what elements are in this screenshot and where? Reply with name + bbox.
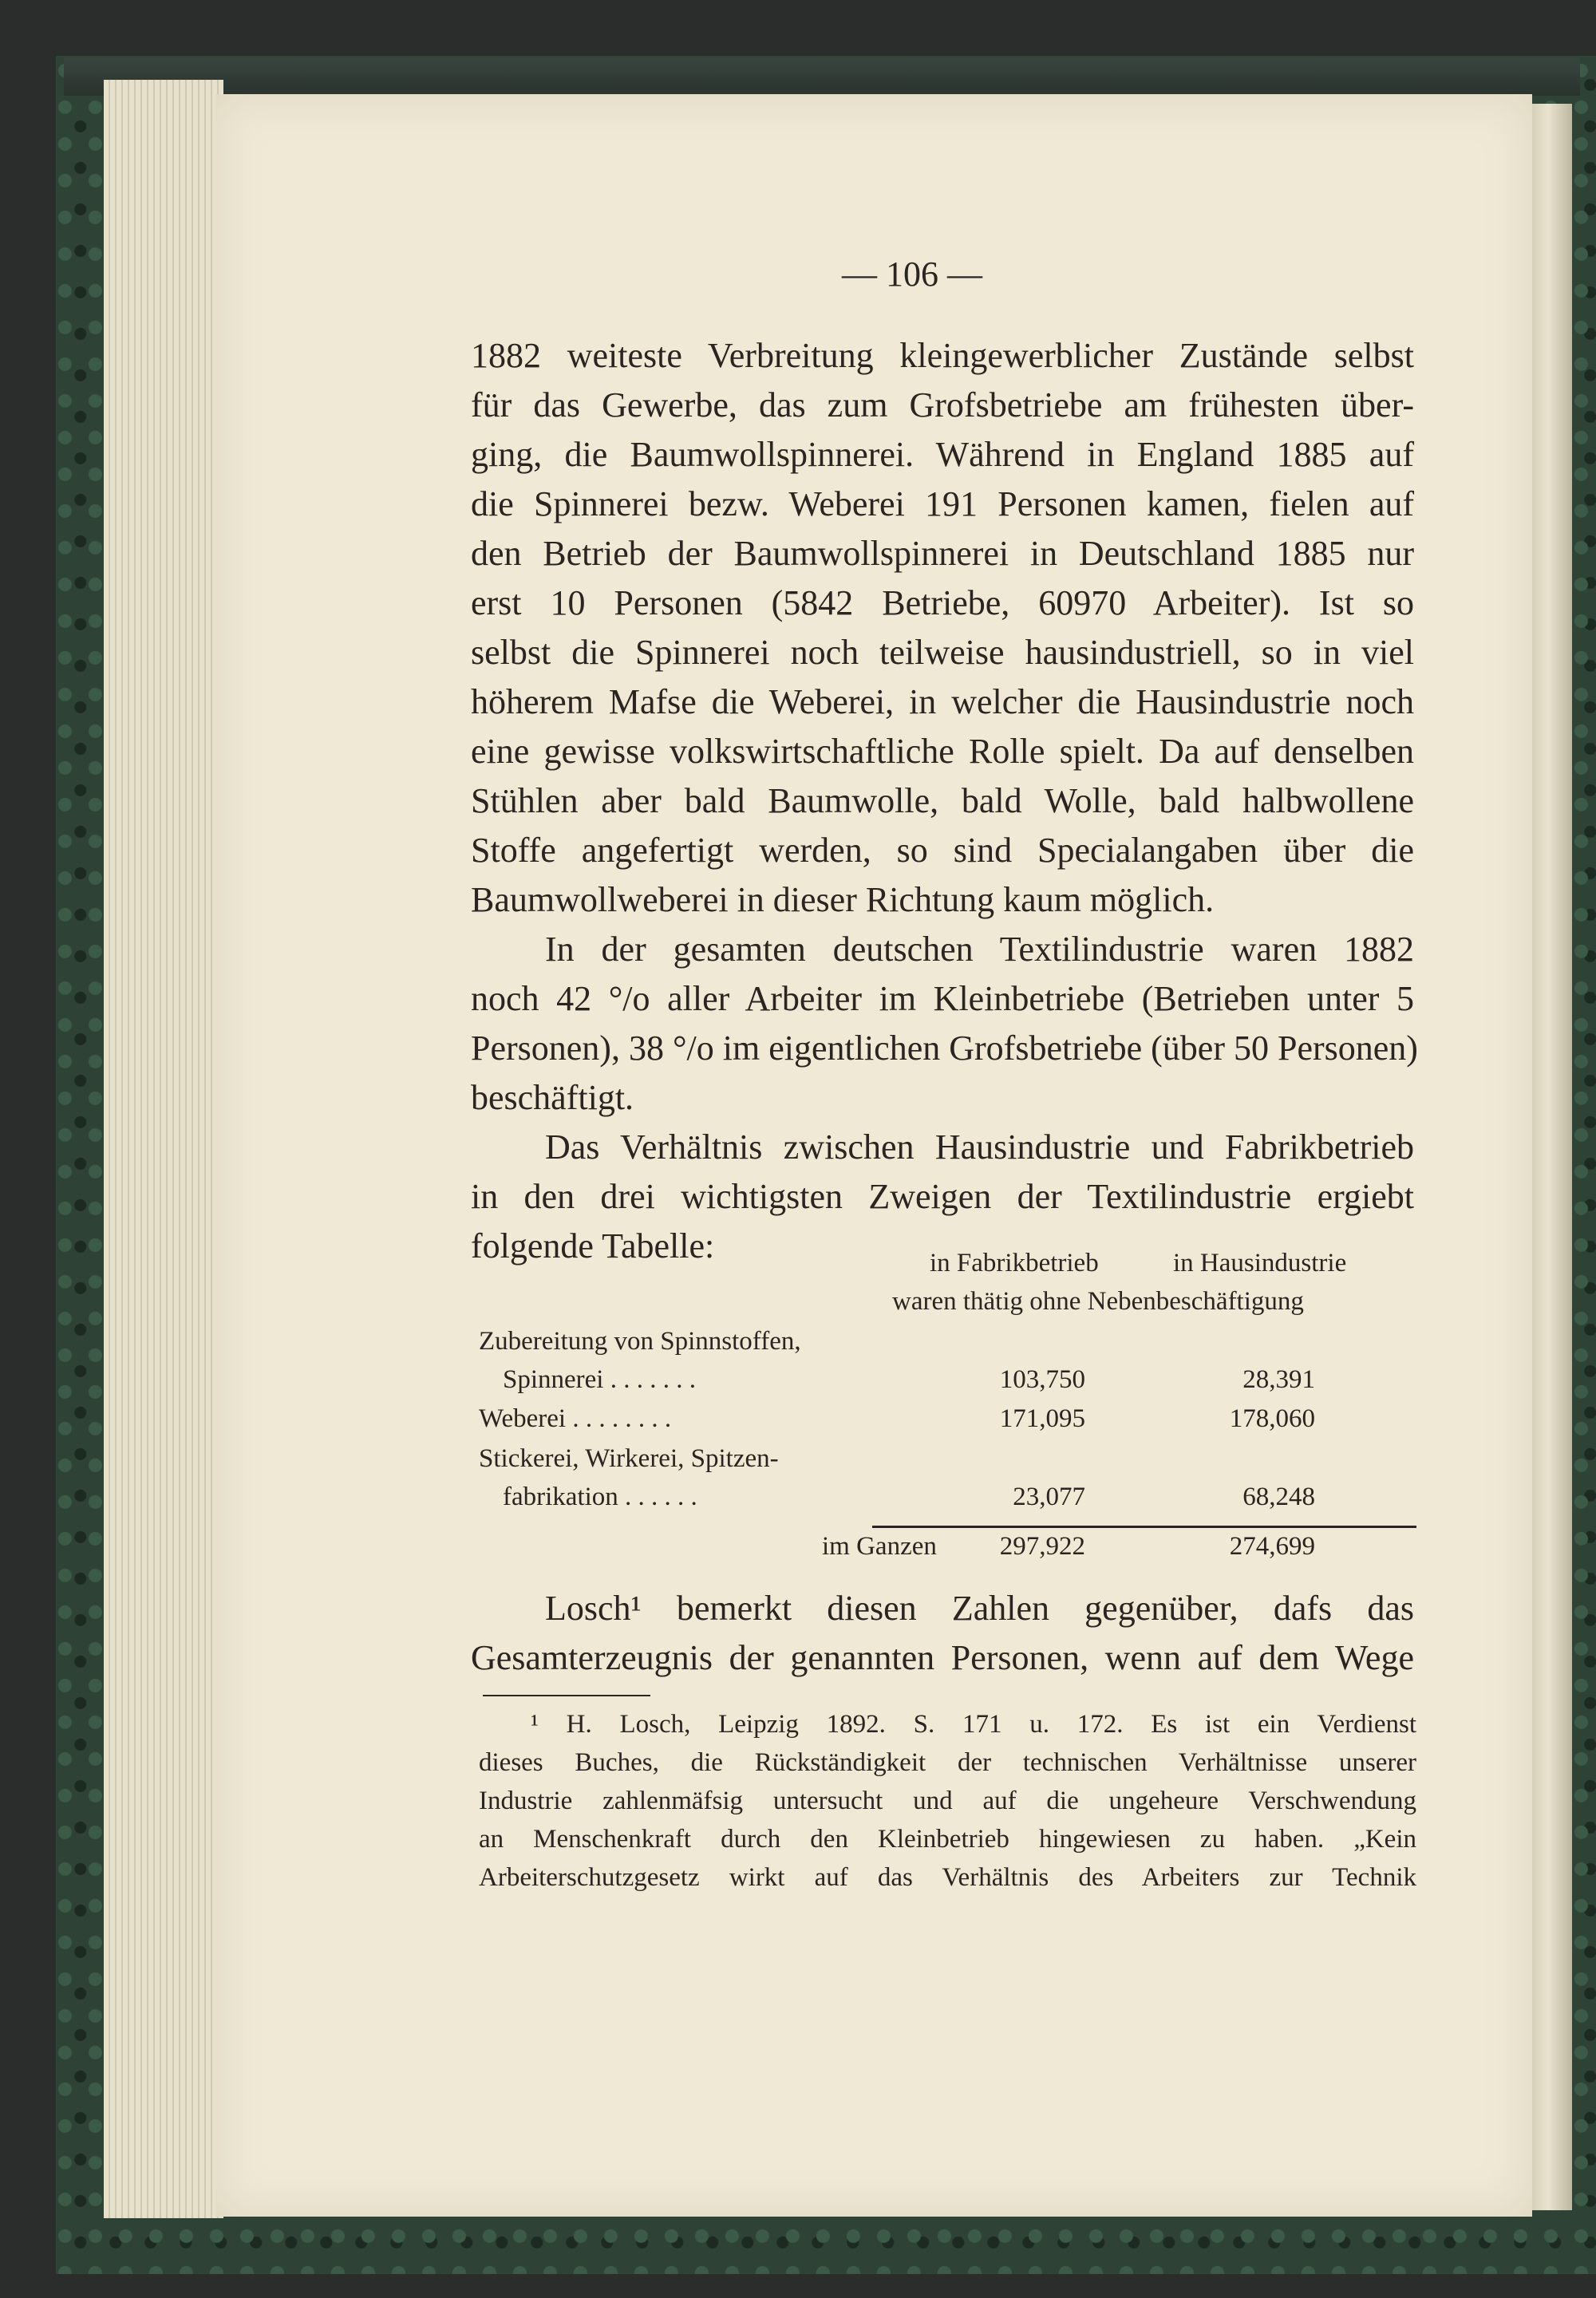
text-line: in den drei wichtigsten Zweigen der Textilindustrie ergiebt xyxy=(471,1177,1414,1216)
footnote-rule xyxy=(483,1695,650,1696)
table-group-label: Zubereitung von Spinnstoffen, xyxy=(479,1327,801,1356)
table-row-label: Spinnerei . . . . . . . xyxy=(503,1365,696,1394)
text-line: Stoffe angefertigt werden, so sind Specialangaben über die xyxy=(471,831,1414,870)
table-cell-fabrik: 103,750 xyxy=(999,1365,1085,1394)
table-cell-fabrik: 23,077 xyxy=(1013,1483,1085,1511)
table-row-label: Weberei . . . . . . . . xyxy=(479,1404,672,1433)
table-row-label: Stickerei, Wirkerei, Spitzen- xyxy=(479,1444,779,1473)
footnote-line: dieses Buches, die Rückständigkeit der technischen Verhältnisse unserer xyxy=(479,1748,1416,1777)
text-line: 1882 weiteste Verbreitung kleingewerblicher Zustände selbst xyxy=(471,336,1414,375)
page-edges xyxy=(104,80,223,2218)
page-right-edge xyxy=(1532,104,1572,2210)
footnote-line: an Menschenkraft durch den Kleinbetrieb hingewiesen zu haben. „Kein xyxy=(479,1825,1416,1854)
text-line: Stühlen aber bald Baumwolle, bald Wolle, bald halbwollene xyxy=(471,781,1414,820)
footnote-line: ¹ H. Losch, Leipzig 1892. S. 171 u. 172. Es ist ein Verdienst xyxy=(531,1710,1416,1739)
column-header-fabrik: in Fabrikbetrieb xyxy=(930,1249,1099,1277)
text-line: erst 10 Personen (5842 Betriebe, 60970 Arbeiter). Ist so xyxy=(471,583,1414,622)
footnote-line: Arbeiterschutzgesetz wirkt auf das Verhältnis des Arbeiters zur Technik xyxy=(479,1863,1416,1892)
text-line: folgende Tabelle: xyxy=(471,1226,715,1265)
table-total-haus: 274,699 xyxy=(1229,1532,1315,1561)
text-line: für das Gewerbe, das zum Grofsbetriebe am frühesten über- xyxy=(471,385,1414,424)
text-line: Das Verhältnis zwischen Hausindustrie und Fabrikbetrieb xyxy=(545,1127,1414,1167)
column-header-sub: waren thätig ohne Nebenbeschäftigung xyxy=(892,1287,1304,1316)
text-line: Personen), 38 °/o im eigentlichen Grofsbetriebe (über 50 Personen) xyxy=(471,1029,1418,1068)
table-total-fabrik: 297,922 xyxy=(999,1532,1085,1561)
column-header-haus: in Hausindustrie xyxy=(1173,1249,1347,1277)
text-line: Baumwollweberei in dieser Richtung kaum möglich. xyxy=(471,880,1215,919)
table-total-label: im Ganzen xyxy=(822,1532,937,1561)
text-line: beschäftigt. xyxy=(471,1078,634,1117)
table-cell-haus: 178,060 xyxy=(1229,1404,1315,1433)
text-line: In der gesamten deutschen Textilindustrie waren 1882 xyxy=(545,930,1414,969)
footnote-line: Industrie zahlenmäfsig untersucht und auf die ungeheure Verschwendung xyxy=(479,1787,1416,1815)
text-line: selbst die Spinnerei noch teilweise hausindustriell, so in viel xyxy=(471,633,1414,672)
table-cell-fabrik: 171,095 xyxy=(999,1404,1085,1433)
text-line: Gesamterzeugnis der genannten Personen, wenn auf dem Wege xyxy=(471,1638,1414,1677)
book-cover-top xyxy=(64,57,1580,96)
text-line: die Spinnerei bezw. Weberei 191 Personen kamen, fielen auf xyxy=(471,484,1414,523)
text-line: eine gewisse volkswirtschaftliche Rolle spielt. Da auf denselben xyxy=(471,732,1414,771)
table-total-rule xyxy=(872,1526,1416,1528)
table-cell-haus: 28,391 xyxy=(1242,1365,1315,1394)
text-line: ging, die Baumwollspinnerei. Während in England 1885 auf xyxy=(471,435,1414,474)
table-cell-haus: 68,248 xyxy=(1242,1483,1315,1511)
text-line: Losch¹ bemerkt diesen Zahlen gegenüber, dafs das xyxy=(545,1589,1414,1628)
text-line: noch 42 °/o aller Arbeiter im Kleinbetriebe (Betrieben unter 5 xyxy=(471,979,1414,1018)
text-line: höherem Mafse die Weberei, in welcher die Hausindustrie noch xyxy=(471,682,1414,721)
table-row-label: fabrikation . . . . . . xyxy=(503,1483,697,1511)
page-number: — 106 — xyxy=(842,255,982,294)
text-line: den Betrieb der Baumwollspinnerei in Deutschland 1885 nur xyxy=(471,534,1414,573)
